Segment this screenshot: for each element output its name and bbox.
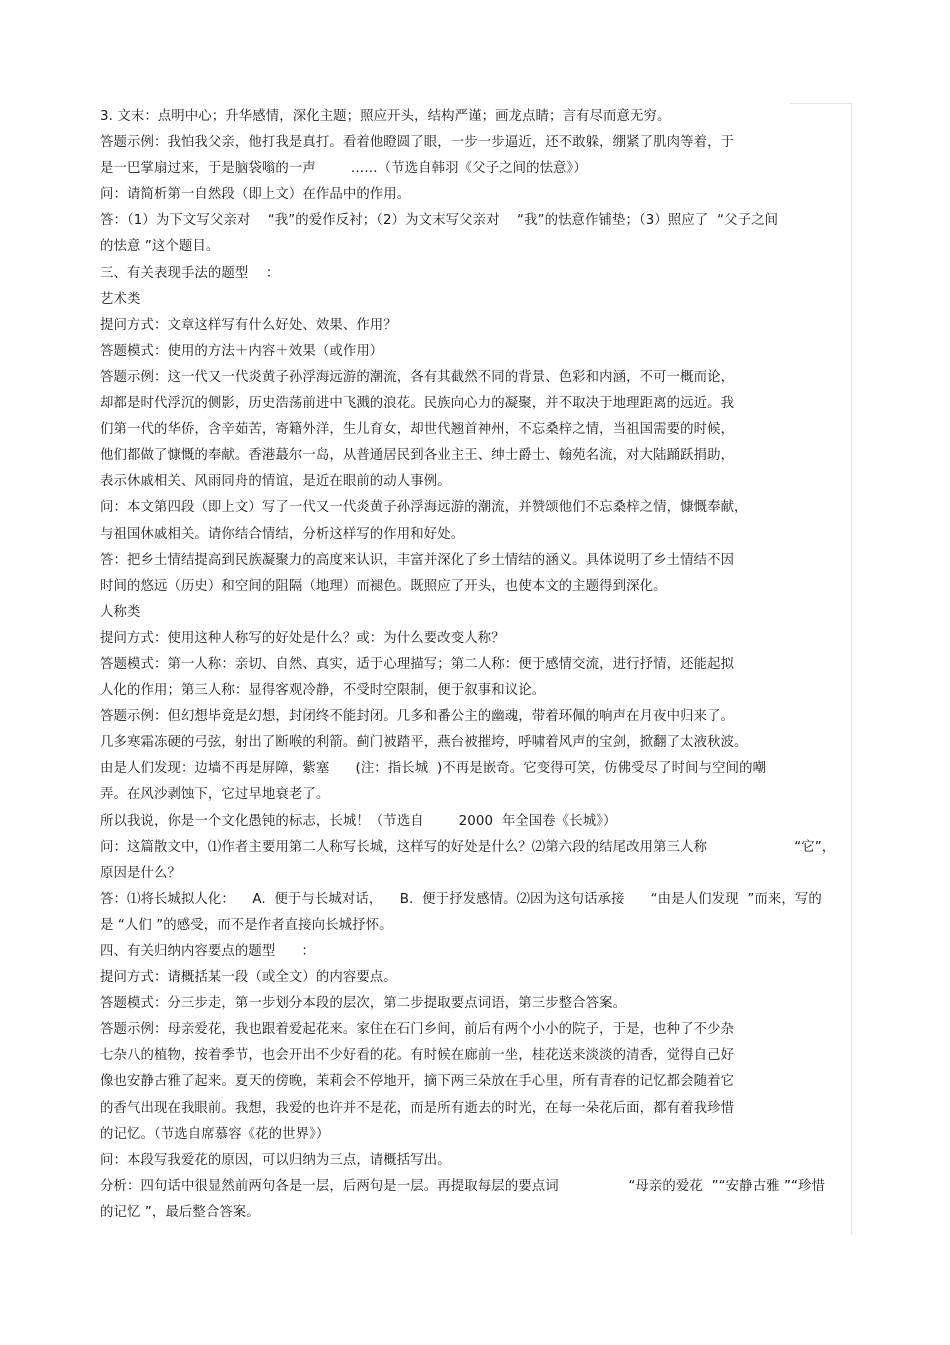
text-line: 的记忆。（节选自席慕容《花的世界》）	[100, 1126, 330, 1142]
text-line: 答题示例：母亲爱花，我也跟着爱起花来。家住在石门乡间，前后有两个小小的院子，于是，也种了不少杂	[100, 1022, 735, 1038]
text-line: 原因是什么？	[100, 865, 181, 881]
text-line: 由是人们发现：边墙不再是屏障，紫塞 (注：指长城 )不再是嵌奇。它变得可笑，仿佛受尽了时间与空间的嘲	[100, 761, 767, 777]
text-line: 提问方式：请概括某一段（或全文）的内容要点。	[100, 970, 397, 986]
text-line: 几多寒霜冻硬的弓弦，射出了断喉的利箭。蓟门被踏平，燕台被摧垮，呼啸着风声的宝剑，掀翻了太液秋波。	[100, 735, 748, 751]
text-line: 七杂八的植物，按着季节，也会开出不少好看的花。有时候在廊前一坐，桂花送来淡淡的清香，觉得自己好	[100, 1048, 735, 1064]
text-line: 弄。在风沙剥蚀下，它过早地衰老了。	[100, 787, 330, 803]
text-line: 却都是时代浮沉的侧影，历史浩荡前进中飞溅的浪花。民族向心力的凝聚，并不取决于地理距离的远近。我	[100, 396, 735, 412]
subsection-heading: 人称类	[100, 604, 141, 620]
text-line: 问：请简析第一自然段（即上文）在作品中的作用。	[100, 187, 411, 203]
text-line: 答题模式：使用的方法＋内容＋效果（或作用）	[100, 343, 384, 359]
text-line: 们第一代的华侨，含辛茹苦，寄籍外洋，生儿育女，却世代翘首神州，不忘桑梓之情，当祖国需要的时候，	[100, 422, 735, 438]
text-line: 是一巴掌扇过来，于是脑袋嗡的一声 ……（节选自韩羽《父子之间的怯意》）	[100, 161, 587, 177]
text-line: 问：这篇散文中，⑴作者主要用第二人称写长城，这样写的好处是什么？⑵第六段的结尾改用第三人称 “它”，	[100, 839, 836, 855]
text-line: 分析：四句话中很显然前两句各是一层，后两句是一层。再提取每层的要点词 “母亲的爱花 ”“安静古雅 ”“珍惜	[100, 1178, 826, 1194]
text-line: 3. 文末：点明中心；升华感情，深化主题；照应开头，结构严谨；画龙点睛；言有尽而意无穷。	[100, 109, 671, 124]
text-line: 答题示例：但幻想毕竟是幻想，封闭终不能封闭。几多和番公主的幽魂，带着环佩的响声在月夜中归来了。	[100, 709, 735, 725]
text-line: 与祖国休戚相关。请你结合情结，分析这样写的作用和好处。	[100, 526, 465, 542]
text-line: 答：⑴将长城拟人化： A. 便于与长城对话， B. 便于抒发感情。⑵因为这句话承接 “由是人们发现 ”而来，写的	[100, 891, 822, 907]
section-heading: 三、有关表现手法的题型 ：	[100, 265, 280, 281]
text-line: 答题模式：第一人称：亲切、自然、真实，适于心理描写；第二人称：便于感情交流，进行抒情，还能起拟	[100, 656, 735, 672]
text-line: 提问方式：文章这样写有什么好处、效果、作用？	[100, 317, 397, 333]
text-line: 的香气出现在我眼前。我想，我爱的也许并不是花，而是所有逝去的时光，在每一朵花后面，都有着我珍惜	[100, 1100, 735, 1116]
text-line: 答题示例：这一代又一代炎黄子孙浮海远游的潮流，各有其截然不同的背景、色彩和内涵，不可一概而论，	[100, 369, 735, 385]
text-line: 人化的作用；第三人称：显得客观冷静，不受时空限制，便于叙事和议论。	[100, 683, 546, 699]
text-line: 答题示例：我怕我父亲，他打我是真打。看着他瞪圆了眼，一步一步逼近，还不敢躲，绷紧了肌肉等着，于	[100, 135, 735, 151]
text-line: 答题模式：分三步走，第一步划分本段的层次，第二步提取要点词语，第三步整合答案。	[100, 996, 627, 1012]
page-border-right	[851, 103, 852, 1235]
text-line: 表示休戚相关、风雨同舟的情谊，是近在眼前的动人事例。	[100, 474, 451, 490]
text-line: 提问方式：使用这种人称写的好处是什么？或：为什么要改变人称？	[100, 630, 505, 646]
text-line: 问：本文第四段（即上文）写了一代又一代炎黄子孙浮海远游的潮流，并赞颂他们不忘桑梓之情，慷慨奉献，	[100, 500, 748, 516]
text-line: 时间的悠远（历史）和空间的阻隔（地理）而褪色。既照应了开头，也使本文的主题得到深化。	[100, 578, 667, 594]
text-line: 的怯意 ”这个题目。	[100, 239, 220, 255]
text-line: 的记忆 ”，最后整合答案。	[100, 1204, 260, 1220]
document-body	[100, 104, 850, 1226]
section-heading: 四、有关归纳内容要点的题型 ：	[100, 944, 316, 959]
text-line: 像也安静古雅了起来。夏天的傍晚，茉莉会不停地开，摘下两三朵放在手心里，所有青春的记忆都会随着它	[100, 1074, 735, 1090]
text-line: 他们都做了慷慨的奉献。香港蕞尔一岛，从普通居民到各业主王、绅士爵士、翰苑名流，对大陆踊跃捐助，	[100, 448, 735, 464]
subsection-heading: 艺术类	[100, 291, 141, 307]
text-line: 答：（1）为下文写父亲对 “我”的爱作反衬；（2）为文末写父亲对 “我”的怯意作铺垫；（3）照应了 “父子之间	[100, 213, 779, 229]
text-line: 答：把乡土情结提高到民族凝聚力的高度来认识，丰富并深化了乡土情结的涵义。具体说明了乡土情结不因	[100, 552, 735, 568]
text-line: 是 “人们 ”的感受，而不是作者直接向长城抒怀。	[100, 917, 393, 933]
text-line: 所以我说，你是一个文化愚钝的标志，长城！（节选自 2000 年全国卷《长城》）	[100, 813, 617, 829]
text-line: 问：本段写我爱花的原因，可以归纳为三点，请概括写出。	[100, 1152, 451, 1168]
